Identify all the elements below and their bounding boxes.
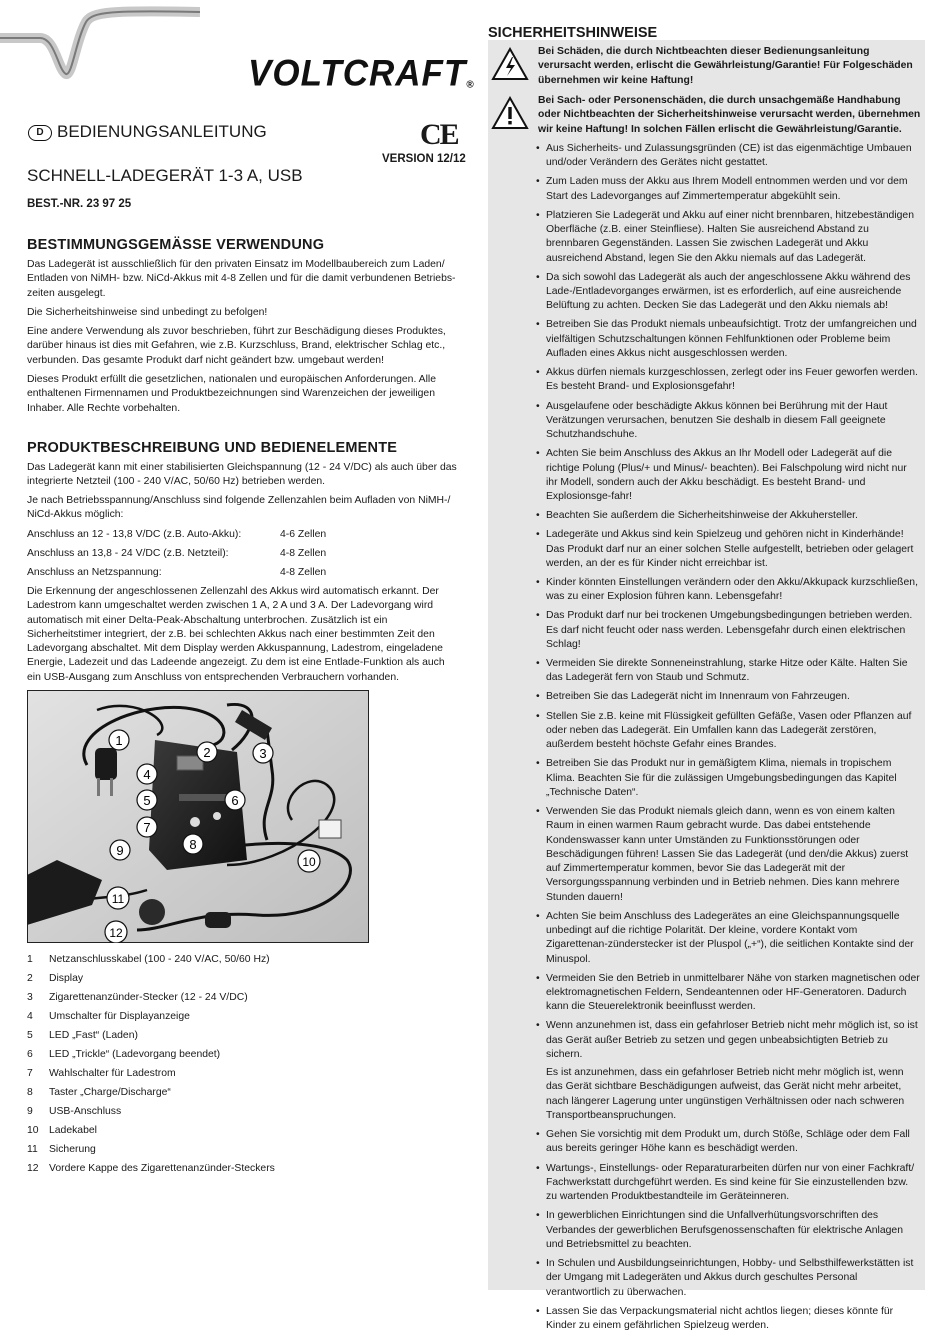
spec-row (27, 566, 457, 580)
safety-bullet: • Beachten Sie außerdem die Sicherheitshinweise der Akkuhersteller. (536, 510, 858, 522)
safety-bullet: • Wenn anzunehmen ist, dass ein gefahrloser Betrieb nicht mehr möglich ist, so ist das Gerät außer Betrieb zu setzen und gegen unbeabsichtigten Betrieb zu sichern. (536, 1020, 918, 1061)
svg-text:4: 4 (143, 767, 151, 782)
safety-bullet: • In gewerblichen Einrichtungen sind die Unfallverhütungsvorschriften des Verbandes der gewerblichen Berufsgenossenschaften für elektrische Anlagen und Betriebsmittel zu beachten. (536, 1210, 903, 1250)
product-paragraph-3: Die Erkennung der angeschlossenen Zellenzahl des Akkus wird automatisch erkannt. Der Ladestrom kann umgeschaltet werden zwischen 1 A, 2 A und 3 A. Der Ladevorgang wird automatisch mit einer Delta-Peak-Abschaltung unterbrochen. Zusätzlich ist ein Sicherheitstimer integriert, der z.B. bei schlechten Akkus nach einer bestimmten Zeit den Ladevorgang abschaltet. Mit dem Display werden Akkuspannung, Ladestrom, eingeladene Energie, Ladezeit und das Ladeende angezeigt. Zu dem ist eine Entlade-Funktion als auch ein USB-Ausgang zum Anschluss von entsprechenden Verbrauchern vorhanden. (27, 586, 445, 683)
safety-bullet: • Das Produkt darf nur bei trockenen Umgebungsbedingungen betrieben werden. Es darf nicht feucht oder nass werden. Lebensgefahr durch einen elektrischen Schlag! (536, 610, 913, 650)
product-description-heading: PRODUKTBESCHREIBUNG UND BEDIENELEMENTE (27, 440, 398, 456)
safety-bullet: • Akkus dürfen niemals kurzgeschlossen, zerlegt oder ins Feuer geworfen werden. Es besteht Brand- und Explosionsgefahr! (536, 367, 918, 393)
safety-bullet: • Lassen Sie das Verpackungsmaterial nicht achtlos liegen; dieses könnte für Kinder zu einem gefährlichen Spielzeug werden. (536, 1305, 894, 1331)
callout-marker (109, 730, 129, 750)
safety-bullet: • Betreiben Sie das Produkt nur in gemäßigtem Klima, niemals in tropischem Klima. Beachten Sie für die zulässigen Umgebungsbedingungen das Kapitel „Technische Daten“. (536, 758, 897, 798)
safety-bullet: • Wartungs-, Einstellungs- oder Reparaturarbeiten dürfen nur von einer Fachkraft/ Fachwerkstatt durchgeführt werden. Es sind keine für Sie einzustellenden bzw. zu wartenden Produktbestandteile im Geräteinneren. (536, 1162, 915, 1203)
callout-marker (137, 817, 157, 837)
spec-value: 4-8 Zellen (280, 548, 327, 559)
safety-bullet: • Gehen Sie vorsichtig mit dem Produkt um, durch Stöße, Schläge oder dem Fall aus bereits geringer Höhe kann es beschädigt werden. (536, 1129, 910, 1155)
version-label: VERSION 12/12 (382, 153, 466, 165)
svg-text:9: 9 (116, 843, 124, 858)
callout-marker (137, 764, 157, 784)
safety-bullet: • Zum Laden muss der Akku aus Ihrem Modell entnommen werden und vor dem Start des Ladevorganges auf Zimmertemperatur abgekühlt sein. (536, 176, 908, 202)
safety-bullet: • Stellen Sie z.B. keine mit Flüssigkeit gefüllten Gefäße, Vasen oder Pflanzen auf oder neben das Ladegerät. Ein Umfallen kann das Ladegerät zerstören, außerdem besteht höchste Gefahr eines Brandes. (536, 710, 912, 751)
order-number: BEST.-NR. 23 97 25 (27, 198, 132, 210)
legend-item: 1 Netzanschlusskabel (100 - 240 V/AC, 50/60 Hz) (27, 954, 270, 965)
spec-row (27, 528, 457, 542)
legend-item: 10 Ladekabel (27, 1125, 97, 1136)
svg-text:3: 3 (259, 746, 267, 761)
safety-bullet: • Betreiben Sie das Produkt niemals unbeaufsichtigt. Trotz der umfangreichen und vielfältigen Schutzschaltungen können Fehlfunktionen oder Probleme beim Aufladen eines Akkus nicht ausgeschlossen werden. (536, 319, 917, 360)
svg-text:12: 12 (109, 926, 123, 940)
exclamation-warning-icon (491, 96, 529, 130)
brand-logo: VOLTCRAFT® (248, 53, 475, 94)
legend-item: 5 LED „Fast“ (Laden) (27, 1030, 138, 1041)
callout-marker (105, 921, 127, 943)
product-paragraph-2: Je nach Betriebsspannung/Anschluss sind folgende Zellenzahlen beim Aufladen von NiMH-/ NiCd-Akkus möglich: (27, 495, 451, 521)
spec-label: Anschluss an Netzspannung: (27, 567, 162, 578)
product-paragraph-1: Das Ladegerät kann mit einer stabilisierten Gleichspannung (12 - 24 V/DC) als auch über das integrierte Netzteil (100 - 240 V/AC, 50/60 Hz) betrieben werden. (27, 462, 457, 488)
language-badge: D (28, 125, 52, 141)
svg-text:7: 7 (143, 820, 151, 835)
safety-heading: SICHERHEITSHINWEISE (488, 25, 658, 41)
svg-text:11: 11 (111, 892, 125, 906)
safety-bullet-continuation: Es ist anzunehmen, dass ein gefahrloser Betrieb nicht mehr möglich ist, wenn das Gerät sichtbare Beschädigungen aufweist, das Gerät nicht mehr arbeitet, nach längerer Lagerung unter ungünstigen Verhältnissen oder nach schweren Transportbeanspruchungen. (546, 1067, 905, 1122)
callout-marker (107, 887, 129, 909)
svg-text:6: 6 (231, 793, 239, 808)
legend-item: 12 Vordere Kappe des Zigarettenanzünder-Steckers (27, 1163, 275, 1174)
spec-label: Anschluss an 12 - 13,8 V/DC (z.B. Auto-Akku): (27, 529, 242, 540)
svg-text:5: 5 (143, 793, 151, 808)
legend-item: 2 Display (27, 973, 84, 984)
brand-swoosh-graphic (0, 0, 200, 80)
callout-marker (183, 834, 203, 854)
warning-text: Bei Schäden, die durch Nichtbeachten dieser Bedienungsanleitung verursacht werden, erlischt die Gewährleistung/Garantie! Für Folgeschäden übernehmen wir keine Haftung! (538, 46, 913, 86)
callout-marker (137, 790, 157, 810)
spec-value: 4-6 Zellen (280, 529, 327, 540)
svg-text:2: 2 (203, 745, 211, 760)
electric-warning-icon (491, 47, 529, 81)
spec-row (27, 547, 457, 561)
safety-bullet: • Ausgelaufene oder beschädigte Akkus können bei Berührung mit der Haut Verätzungen verursachen, benutzen Sie deshalb in diesem Fall geeignete Schutzhandschuhe. (536, 400, 888, 441)
safety-bullet: • Achten Sie beim Anschluss des Akkus an Ihr Modell oder Ladegerät auf die richtige Polung (Plus/+ und Minus/- beachten). Bei Falschpolung wird nicht nur ihr Modell, sondern auch der Akku beschädigt. Es besteht Brand- und Explosionsge-fahr! (536, 448, 907, 503)
legend-item: 4 Umschalter für Displayanzeige (27, 1011, 190, 1022)
safety-bullet: • Aus Sicherheits- und Zulassungsgründen (CE) ist das eigenmächtige Umbauen und/oder Verändern des Gerätes nicht gestattet. (536, 143, 912, 169)
legend-item: 8 Taster „Charge/Discharge“ (27, 1087, 171, 1098)
callout-marker (298, 850, 320, 872)
safety-column (488, 0, 925, 1331)
intended-use-paragraph-3: Eine andere Verwendung als zuvor beschrieben, führt zur Beschädigung dieses Produktes, darüber hinaus ist dies mit Gefahren, wie z.B. Kurzschluss, Brand, elektrischer Schlag etc., verbunden. Das gesamte Produkt darf nicht geändert bzw. umgebaut werden! (27, 326, 446, 366)
safety-bullet: • Kinder könnten Einstellungen verändern oder den Akku/Akkupack kurzschließen, was zu einer Explosion führen kann. Lebensgefahr! (536, 576, 918, 603)
safety-bullet: • In Schulen und Ausbildungseinrichtungen, Hobby- und Selbsthilfewerkstätten ist der Umgang mit Ladegeräten und Akkus durch geschultes Personal verantwortlich zu überwachen. (536, 1257, 914, 1298)
legend-item: 11 Sicherung (27, 1144, 96, 1155)
legend-item: 3 Zigarettenanzünder-Stecker (12 - 24 V/DC) (27, 992, 248, 1003)
product-photo (27, 690, 369, 943)
svg-text:10: 10 (302, 855, 316, 869)
intended-use-paragraph-1: Das Ladegerät ist ausschließlich für den privaten Einsatz im Modellbaubereich zum Laden/ Entladen von NiMH- bzw. NiCd-Akkus mit 4-8 Zellen und für die damit verbundenen Betriebs-zeiten ausgelegt. (27, 259, 456, 299)
warning-text: Bei Sach- oder Personenschäden, die durch unsachgemäße Handhabung oder Nichtbeachten der Sicherheitshinweise verursacht werden, übernehmen wir keine Haftung! In solchen Fällen erlischt die Gewährleistung/Garantie. (538, 95, 921, 135)
callout-marker (110, 840, 130, 860)
intended-use-heading: BESTIMMUNGSGEMÄSSE VERWENDUNG (27, 237, 325, 253)
document-title: BEDIENUNGSANLEITUNG (57, 122, 267, 141)
legend-item: 7 Wahlschalter für Ladestrom (27, 1068, 176, 1079)
safety-bullet: • Platzieren Sie Ladegerät und Akku auf einer nicht brennbaren, hitzebeständigen Oberfläche (z.B. einer Steinfliese). Halten Sie ausreichend Abstand zu brennbaren Gegenständen. Lassen Sie zwischen Ladegerät und Akku ausreichend Abstand, legen Sie den Akku niemals auf das Ladegerät. (536, 209, 914, 264)
safety-bullet: • Vermeiden Sie direkte Sonneneinstrahlung, starke Hitze oder Kälte. Halten Sie das Ladegerät fern von Staub und Schmutz. (536, 658, 908, 684)
safety-bullet: • Vermeiden Sie den Betrieb in unmittelbarer Nähe von starken magnetischen oder elektromagnetischen Feldern, Sendeantennen oder HF-Generatoren. Dadurch kann die Steuerelektronik beeinflusst werden. (536, 972, 920, 1013)
safety-bullet: • Ladegeräte und Akkus sind kein Spielzeug und gehören nicht in Kinderhände! Das Produkt darf nur an einer solchen Stelle aufgestellt, betrieben oder gelagert werden, an der es für Kinder nicht erreichbar ist. (536, 529, 914, 569)
legend-item: 9 USB-Anschluss (27, 1106, 122, 1117)
callout-marker (197, 742, 217, 762)
ce-mark: CE (420, 118, 458, 151)
safety-bullet: • Da sich sowohl das Ladegerät als auch der angeschlossene Akku während des Lade-/Entladevorganges erwärmen, ist es erforderlich, auf eine ausreichende Belüftung zu achten. Decken Sie das Ladegerät und den Akku niemals ab! (536, 271, 911, 312)
safety-bullet: • Achten Sie beim Anschluss des Ladegerätes an eine Gleichspannungsquelle unbedingt auf die richtige Polarität. Der kleine, vordere Kontakt vom Zigarettenan-zünderstecker ist der Pluspol („+“), die seitlichen Kontakte sind der Minuspol. (536, 910, 914, 965)
product-title: SCHNELL-LADEGERÄT 1-3 A, USB (27, 166, 303, 185)
intended-use-paragraph-4: Dieses Produkt erfüllt die gesetzlichen, nationalen und europäischen Anforderungen. Alle enthaltenen Firmennamen und Produktbezeichnungen sind Warenzeichen der jeweiligen Inhaber. Alle Rechte vorbehalten. (27, 374, 436, 414)
parts-legend (27, 953, 457, 1181)
spec-value: 4-8 Zellen (280, 567, 327, 578)
safety-bullet: • Betreiben Sie das Ladegerät nicht im Innenraum von Fahrzeugen. (536, 691, 850, 703)
svg-text:8: 8 (189, 837, 197, 852)
spec-label: Anschluss an 13,8 - 24 V/DC (z.B. Netzteil): (27, 548, 229, 559)
legend-item: 6 LED „Trickle“ (Ladevorgang beendet) (27, 1049, 221, 1060)
intended-use-paragraph-2: Die Sicherheitshinweise sind unbedingt zu befolgen! (27, 307, 268, 318)
safety-bullet-list (488, 142, 925, 1338)
svg-text:1: 1 (115, 733, 123, 748)
safety-bullet: • Verwenden Sie das Produkt niemals gleich dann, wenn es von einem kalten Raum in einen warmen Raum gebracht wurde. Das dabei entstehende Kondenswasser kann unter Umständen zu Funktionsstörungen oder Beschädigungen führen! Lassen Sie das Ladegerät (und den/die Akkus) zuerst auf Zimmertemperatur kommen, bevor Sie das Ladegerät mit der Versorgungsspannung verbinden und in Betrieb nehmen. Dies kann mehrere Stunden dauern! (536, 805, 909, 903)
callout-marker (225, 790, 245, 810)
callout-marker (253, 743, 273, 763)
